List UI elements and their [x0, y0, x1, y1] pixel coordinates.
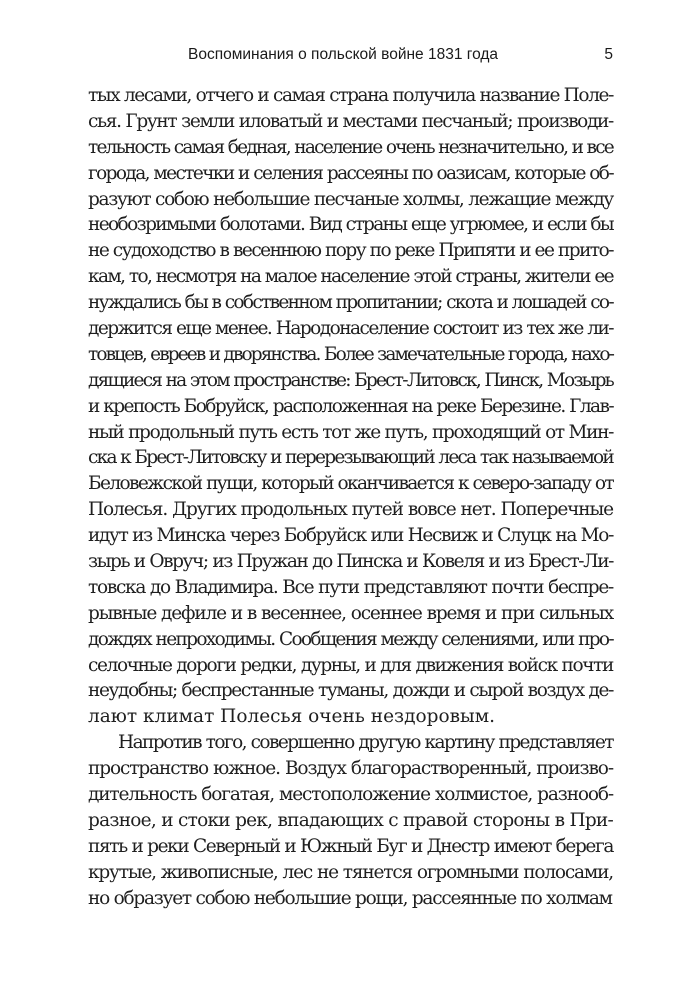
text-line: не судоходство в весеннюю пору по реке Припяти и ее прито-	[88, 240, 613, 262]
text-line: нуждались бы в собственном пропитании; скота и лошадей со-	[88, 292, 613, 314]
text-line: и крепость Бобруйск, расположенная на реке Березине. Глав-	[88, 395, 613, 417]
body-text	[88, 83, 613, 912]
text-line: неудобны; беспрестанные туманы, дожди и сырой воздух де-	[88, 680, 613, 702]
text-line: сья. Грунт земли иловатый и местами песчаный; производи-	[88, 110, 613, 132]
text-line: разуют собою небольшие песчаные холмы, лежащие между	[88, 188, 613, 210]
running-head	[88, 46, 613, 68]
text-line: Напротив того, совершенно другую картину представляет	[118, 732, 613, 754]
text-line: города, местечки и селения рассеяны по оазисам, которые об-	[88, 162, 613, 184]
text-line: кам, то, несмотря на малое население этой страны, жители ее	[88, 266, 613, 288]
text-line: селочные дороги редки, дурны, и для движения войск почти	[88, 654, 613, 676]
text-line: держится еще менее. Народонаселение состоит из тех же ли-	[88, 318, 613, 340]
paragraph	[88, 730, 613, 911]
text-line: разное, и стоки рек, впадающих с правой стороны в При-	[88, 809, 613, 831]
text-line: крутые, живописные, лес не тянется огромными полосами,	[88, 861, 613, 883]
text-line: необозримыми болотами. Вид страны еще угрюмее, и если бы	[88, 214, 613, 236]
text-line: рывные дефиле и в весеннее, осеннее время и при сильных	[88, 602, 613, 624]
text-line: пространство южное. Воздух благорастворенный, произво-	[88, 758, 613, 780]
text-line: зырь и Овруч; из Пружан до Пинска и Ковеля и из Брест-Ли-	[88, 551, 613, 573]
text-line: дождях непроходимы. Сообщения между селениями, или про-	[88, 628, 613, 650]
text-line: товцев, евреев и дворянства. Более замечательные города, нахо-	[88, 343, 613, 365]
text-line: дящиеся на этом пространстве: Брест-Литовск, Пинск, Мозырь	[88, 369, 613, 391]
text-line: дительность богатая, местоположение холмистое, разнооб-	[88, 784, 613, 806]
text-line: товска до Владимира. Все пути представляют почти беспре-	[88, 576, 613, 598]
text-line: Полесья. Других продольных путей вовсе нет. Поперечные	[88, 499, 613, 521]
text-line: лают климат Полесья очень нездоровым.	[88, 706, 496, 728]
text-line: ный продольный путь есть тот же путь, проходящий от Мин-	[88, 421, 613, 443]
text-line: тельность самая бедная, население очень незначительно, и все	[88, 136, 613, 158]
running-title: Воспоминания о польской войне 1831 года	[188, 46, 499, 63]
text-line: тых лесами, отчего и самая страна получила название Поле-	[88, 85, 613, 106]
page-number: 5	[604, 46, 613, 63]
text-line: ска к Брест-Литовску и перерезывающий леса так называемой	[88, 447, 613, 469]
paragraph	[88, 83, 613, 730]
text-line: идут из Минска через Бобруйск или Несвиж и Слуцк на Мо-	[88, 525, 613, 547]
text-line: но образует собою небольшие рощи, рассеянные по холмам	[88, 887, 612, 909]
text-line: Беловежской пущи, который оканчивается к северо-западу от	[88, 473, 613, 495]
text-line: пять и реки Северный и Южный Буг и Днестр имеют берега	[88, 835, 613, 857]
